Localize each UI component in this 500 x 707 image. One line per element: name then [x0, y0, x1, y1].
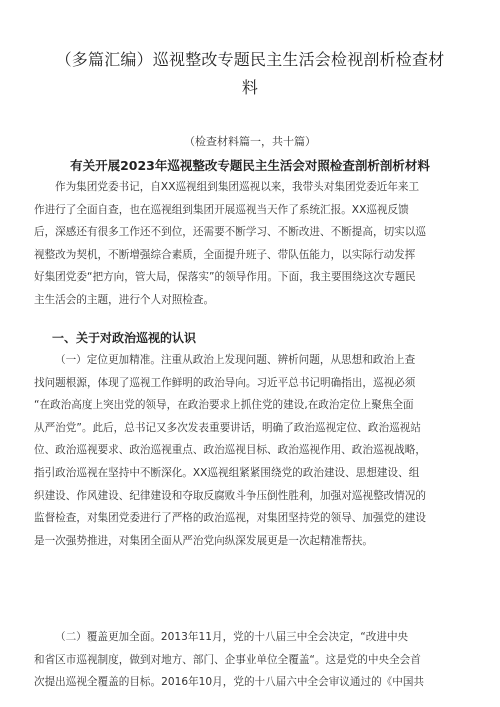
document-title-line-2: 料: [241, 78, 259, 97]
paragraph-line: 从严治党”。此后，总书记又多次发表重要讲话，明确了政治巡视定位、政治巡视站: [34, 421, 421, 434]
paragraph-line: 找问题根源，体现了巡视工作鲜明的政治导向。习近平总书记明确指出，巡视必须: [34, 376, 416, 389]
paragraph-line: 监督检查，对集团党委进行了严格的政治巡视，对集团坚持党的领导、加强党的建设: [34, 512, 426, 525]
paragraph-line: 作进行了全面自查，也在巡视组到集团开展巡视当天作了系统汇报。XX巡视反馈: [34, 203, 409, 216]
paragraph-line: 指引政治巡视在坚持中不断深化。XX巡视组紧紧围绕党的政治建设、思想建设、组: [34, 466, 420, 479]
document-title-line-1: （多篇汇编）巡视整改专题民主生活会检视剖析检查材: [55, 50, 445, 69]
document-subtitle: （检查材料篇一，共十篇）: [184, 135, 316, 148]
paragraph-line: 视整改为契机，不断增强综合素质，全面提升班子、带队伍能力，以实际行动发挥: [34, 248, 416, 261]
paragraph-line: 是一次强势推进，对集团全面从严治党向纵深发展更是一次起精准帮扶。: [34, 534, 373, 547]
paragraph-positioning: [34, 349, 466, 552]
paragraph-line: 主生活会的主题，进行个人对照检查。: [34, 293, 215, 306]
document-title: [40, 46, 460, 102]
paragraph-line: （一）定位更加精准。注重从政治上发现问题、辨析问题，从思想和政治上查: [55, 354, 416, 366]
paragraph-coverage: [34, 626, 466, 694]
paragraph-line: 次提出巡视全覆盖的目标。2016年10月，党的十八届六中全会审议通过的《中国共: [34, 676, 425, 689]
paragraph-line: 位、政治巡视要求、政治巡视重点、政治巡视目标、政治巡视作用、政治巡视战略，: [34, 444, 426, 457]
paragraph-line: “在政治高度上突出党的领导，在政治要求上抓住党的建设,在政治定位上聚焦全面: [34, 399, 414, 412]
paragraph-line: 和省区市巡视制度，做到对地方、部门、企事业单位全覆盖“。这是党的中央全会首: [34, 653, 421, 666]
section-heading: 一、关于对政治巡视的认识: [52, 331, 197, 345]
paragraph-line: 好集团党委“把方向，管大局，保落实”的领导作用。下面，我主要围绕这次专题民: [34, 271, 416, 284]
paragraph-line: 织建设、作风建设、纪律建设和夺取反腐败斗争压倒性胜利，加强对巡视整改情况的: [34, 489, 426, 502]
paragraph-line: 后，深感还有很多工作还不到位，还需要不断学习、不断改进、不断提高，切实以巡: [34, 226, 426, 239]
paragraph-line: （二）覆盖更加全面。2013年11月，党的十八届三中全会决定，“改进中央: [55, 631, 409, 643]
document-heading: 有关开展2023年巡视整改专题民主生活会对照检查剖析剖析材料: [70, 158, 430, 173]
paragraph-line: 作为集团党委书记，自XX巡视组到集团巡视以来，我带头对集团党委近年来工: [55, 181, 420, 193]
paragraph-intro: [34, 176, 466, 312]
